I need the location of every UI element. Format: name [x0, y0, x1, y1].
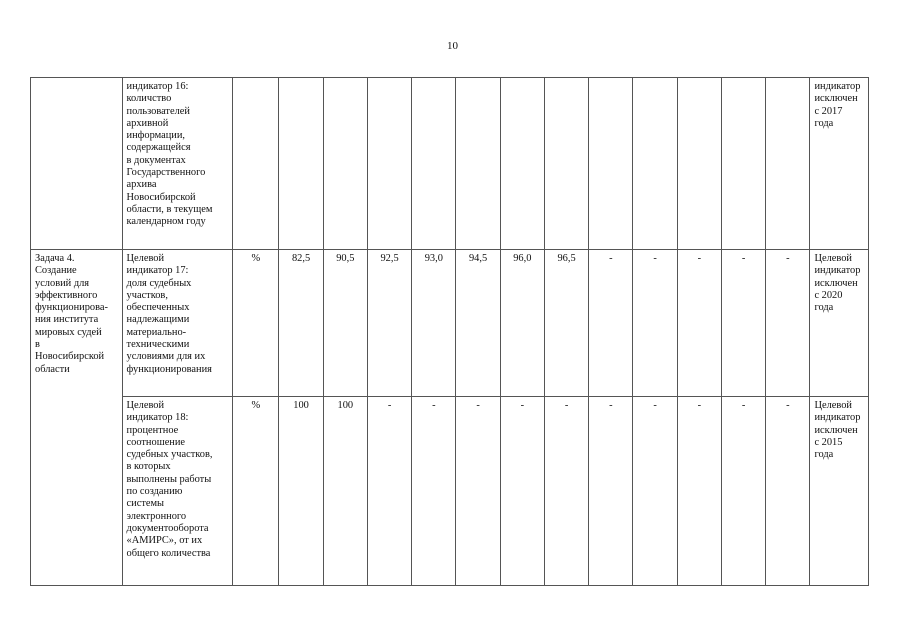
- value-cell: -: [677, 250, 721, 397]
- text-line: Создание: [35, 265, 77, 277]
- text-line: с 2015: [814, 436, 843, 448]
- text-line: общего количества: [126, 547, 211, 559]
- value-cell: -: [721, 397, 765, 586]
- text-line: электронного: [126, 510, 187, 522]
- text-line: Новосибирской: [35, 351, 105, 363]
- text-line: индикатор: [814, 265, 861, 277]
- value-cell: 82,5: [279, 250, 323, 397]
- text-line: года: [814, 449, 834, 461]
- value-cell: [721, 78, 765, 250]
- value-cell: -: [677, 397, 721, 586]
- text-line: архива: [126, 179, 157, 191]
- text-line: количство: [126, 93, 172, 105]
- value-cell: -: [721, 250, 765, 397]
- value-cell: 92,5: [367, 250, 411, 397]
- text-line: системы: [126, 498, 165, 510]
- unit-cell: %: [233, 250, 279, 397]
- value-cell: [279, 78, 323, 250]
- value-cell: [367, 78, 411, 250]
- indicator-cell: [122, 397, 233, 586]
- task-cell: [31, 250, 123, 586]
- text-line: исключен: [814, 93, 858, 105]
- text-line: Целевой: [814, 400, 852, 411]
- text-line: в: [35, 339, 40, 351]
- value-cell: -: [589, 250, 633, 397]
- text-line: Целевой: [126, 253, 165, 264]
- text-line: обеспеченных: [126, 302, 190, 314]
- text-line: Новосибирской: [126, 191, 196, 203]
- value-cell: -: [766, 250, 810, 397]
- value-cell: -: [367, 397, 411, 586]
- value-cell: 93,0: [412, 250, 456, 397]
- text-line: с 2020: [814, 289, 843, 301]
- text-line: функционирования: [126, 363, 212, 375]
- text-line: «АМИРС», от их: [126, 535, 203, 547]
- text-line: исключен: [814, 277, 858, 289]
- text-line: участков,: [126, 289, 168, 301]
- value-cell: -: [500, 397, 544, 586]
- note-cell: [810, 397, 869, 586]
- text-line: документооборота: [126, 522, 209, 534]
- value-cell: [766, 78, 810, 250]
- text-line: в документах: [126, 154, 186, 166]
- text-line: содержащейся: [126, 142, 191, 154]
- value-cell: -: [589, 397, 633, 586]
- table-row: [31, 250, 869, 397]
- table-row: [31, 397, 869, 586]
- text-line: информации,: [126, 130, 186, 142]
- text-line: доля судебных: [126, 277, 192, 289]
- indicator-cell: [122, 78, 233, 250]
- text-line: индикатор: [814, 81, 861, 92]
- page-number: 10: [447, 40, 458, 52]
- text-line: по созданию: [126, 486, 183, 498]
- text-line: Государственного: [126, 167, 206, 179]
- text-line: Целевой: [126, 400, 165, 411]
- value-cell: [633, 78, 677, 250]
- value-cell: [677, 78, 721, 250]
- value-cell: -: [633, 250, 677, 397]
- text-line: техническими: [126, 339, 190, 351]
- value-cell: -: [412, 397, 456, 586]
- value-cell: 96,0: [500, 250, 544, 397]
- value-cell: [544, 78, 588, 250]
- text-line: области: [35, 363, 70, 375]
- text-line: надлежащими: [126, 314, 190, 326]
- text-line: пользователей: [126, 105, 190, 117]
- value-cell: -: [633, 397, 677, 586]
- value-cell: [456, 78, 500, 250]
- value-cell: [500, 78, 544, 250]
- text-line: календарном году: [126, 216, 206, 228]
- text-line: индикатор 17:: [126, 265, 189, 277]
- text-line: эффективного: [35, 289, 98, 301]
- text-line: функционирова-: [35, 302, 108, 314]
- text-line: индикатор 18:: [126, 412, 189, 424]
- value-cell: 100: [323, 397, 367, 586]
- note-cell: [810, 250, 869, 397]
- value-cell: -: [544, 397, 588, 586]
- value-cell: 96,5: [544, 250, 588, 397]
- unit-cell: %: [233, 397, 279, 586]
- text-line: условиями для их: [126, 351, 206, 363]
- text-line: с 2017: [814, 105, 843, 117]
- value-cell: 100: [279, 397, 323, 586]
- value-cell: 90,5: [323, 250, 367, 397]
- text-line: условий для: [35, 277, 90, 289]
- indicator-cell: [122, 250, 233, 397]
- text-line: Целевой: [814, 253, 852, 264]
- value-cell: [589, 78, 633, 250]
- text-line: Задача 4.: [35, 253, 75, 264]
- text-line: соотношение: [126, 436, 186, 448]
- text-line: ния института: [35, 314, 99, 326]
- text-line: индикатор 16:: [126, 81, 189, 92]
- text-line: архивной: [126, 117, 169, 129]
- text-line: мировых судей: [35, 326, 102, 338]
- value-cell: -: [766, 397, 810, 586]
- value-cell: -: [456, 397, 500, 586]
- text-line: года: [814, 117, 834, 129]
- text-line: в которых: [126, 461, 171, 473]
- text-line: исключен: [814, 424, 858, 436]
- text-line: области, в текущем: [126, 203, 213, 215]
- table-row: [31, 78, 869, 250]
- note-cell: [810, 78, 869, 250]
- indicators-table: [30, 77, 869, 586]
- text-line: индикатор: [814, 412, 861, 424]
- value-cell: [412, 78, 456, 250]
- text-line: материально-: [126, 326, 187, 338]
- value-cell: 94,5: [456, 250, 500, 397]
- text-line: судебных участков,: [126, 449, 213, 461]
- text-line: выполнены работы: [126, 473, 212, 485]
- text-line: процентное: [126, 424, 179, 436]
- unit-cell: [233, 78, 279, 250]
- value-cell: [323, 78, 367, 250]
- task-cell: [31, 78, 123, 250]
- text-line: года: [814, 302, 834, 314]
